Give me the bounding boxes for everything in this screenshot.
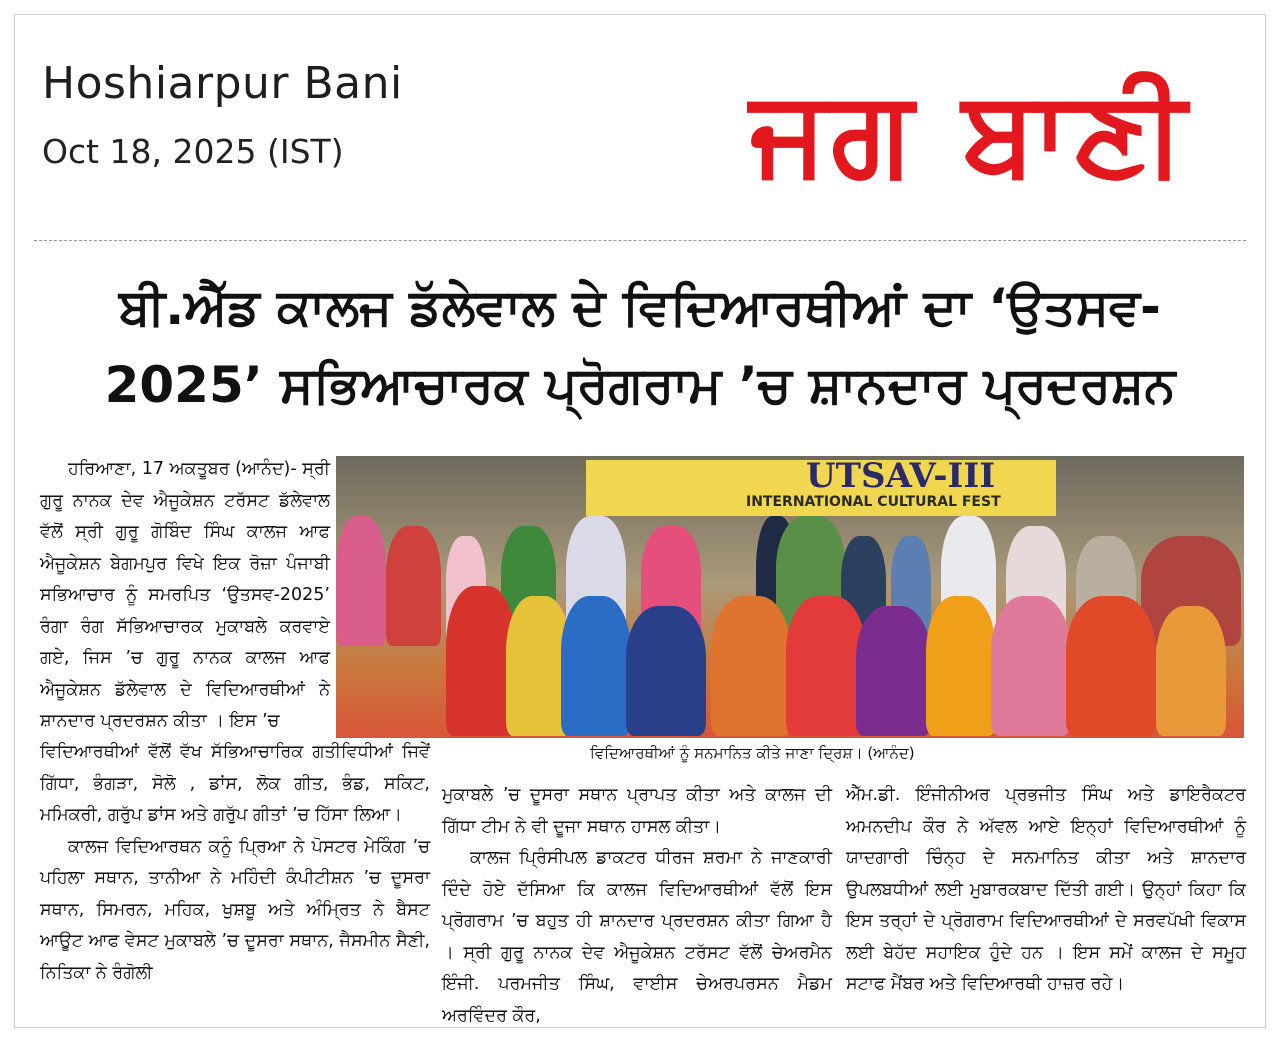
photo-banner-subtitle: INTERNATIONAL CULTURAL FEST — [746, 494, 1001, 510]
person-figure — [561, 596, 631, 736]
article-paragraph: ਐੱਮ.ਡੀ. ਇੰਜੀਨੀਅਰ ਪ੍ਰਭਜੀਤ ਸਿੰਘ ਅਤੇ ਡਾਇਰੈਕਟਰ ਅਮਨਦੀਪ ਕੌਰ ਨੇ ਅੱਵਲ ਆਏ ਇਨ੍ਹਾਂ ਵਿਦਿਆਰਥੀਆਂ ਨੂੰ ਯਾਦਗਾਰੀ ਚਿੰਨ੍ਹ ਦੇ ਸਨਮਾਨਿਤ ਕੀਤਾ ਅਤੇ ਸ਼ਾਨਦਾਰ ਉਪਲਬਧੀਆਂ ਲਈ ਮੁਬਾਰਕਬਾਦ ਦਿੱਤੀ ਗਈ। ਉਨ੍ਹਾਂ ਕਿਹਾ ਕਿ ਇਸ ਤਰ੍ਹਾਂ ਦੇ ਪ੍ਰੋਗਰਾਮ ਵਿਦਿਆਰਥੀਆਂ ਦੇ ਸਰਵਪੱਖੀ ਵਿਕਾਸ ਲਈ ਬੇਹੱਦ ਸਹਾਇਕ ਹੁੰਦੇ ਹਨ । ਇਸ ਸਮੇਂ ਕਾਲਜ ਦੇ ਸਮੂਹ ਸਟਾਫ ਮੈਂਬਰ ਅਤੇ ਵਿਦਿਆਰਥੀ ਹਾਜ਼ਰ ਰਹੇ। — [846, 785, 1246, 994]
publication-name: Hoshiarpur Bani — [42, 58, 403, 109]
photo-caption: ਵਿਦਿਆਰਥੀਆਂ ਨੂੰ ਸਨਮਾਨਿਤ ਕੀਤੇ ਜਾਣਾ ਦ੍ਰਿਸ਼। (ਆਨੰਦ) — [590, 744, 915, 762]
person-figure — [1156, 606, 1226, 736]
person-figure — [1066, 596, 1156, 736]
article-photo — [336, 456, 1244, 738]
seated-group — [336, 576, 1244, 738]
newspaper-masthead: ਜਗ ਬਾਣੀ — [750, 63, 1190, 201]
article-column-2 — [442, 780, 832, 1032]
article-paragraph: ਮੁਕਾਬਲੇ ’ਚ ਦੂਸਰਾ ਸਥਾਨ ਪ੍ਰਾਪਤ ਕੀਤਾ ਅਤੇ ਕਾਲਜ ਦੀ ਗਿੱਧਾ ਟੀਮ ਨੇ ਵੀ ਦੂਜਾ ਸਥਾਨ ਹਾਸਲ ਕੀਤਾ। — [442, 785, 832, 837]
top-divider — [34, 240, 1246, 249]
person-figure — [926, 596, 996, 736]
person-figure — [626, 606, 706, 736]
headline-line-1: ਬੀ.ਐੱਡ ਕਾਲਜ ਡੱਲੇਵਾਲ ਦੇ ਵਿਦਿਆਰਥੀਆਂ ਦਾ ‘ਉਤਸਵ- — [119, 278, 1161, 336]
headline-line-2: 2025’ ਸਭਿਆਚਾਰਕ ਪ੍ਰੋਗਰਾਮ ’ਚ ਸ਼ਾਨਦਾਰ ਪ੍ਰਦਰਸ਼ਨ — [104, 356, 1176, 414]
article-column-1-wide — [40, 737, 430, 989]
article-headline — [30, 268, 1250, 424]
article-paragraph: ਕਾਲਜ ਵਿਦਿਆਰਥਨ ਕਨੂੰ ਪ੍ਰਿਆ ਨੇ ਪੋਸਟਰ ਮੇਕਿੰਗ ’ਚ ਪਹਿਲਾ ਸਥਾਨ, ਤਾਨੀਆ ਨੇ ਮਹਿੰਦੀ ਕੰਪੀਟੀਸ਼ਨ ’ਚ ਦੂਸਰਾ ਸਥਾਨ, ਸਿਮਰਨ, ਮਹਿਕ, ਖੁਸ਼ਬੂ ਅਤੇ ਅੰਮ੍ਰਿਤ ਨੇ ਬੈਸਟ ਆਊਟ ਆਫ ਵੇਸਟ ਮੁਕਾਬਲੇ ’ਚ ਦੂਸਰਾ ਸਥਾਨ, ਜੈਸਮੀਨ ਸੈਣੀ, ਨਿਤਿਕਾ ਨੇ ਰੰਗੋਲੀ — [40, 836, 430, 983]
person-figure — [786, 596, 866, 736]
article-column-1-narrow — [40, 454, 330, 738]
person-figure — [711, 596, 791, 736]
photo-banner-title: UTSAV-III — [806, 456, 996, 496]
article-paragraph: ਕਾਲਜ ਪ੍ਰਿੰਸੀਪਲ ਡਾਕਟਰ ਧੀਰਜ ਸ਼ਰਮਾ ਨੇ ਜਾਣਕਾਰੀ ਦਿੰਦੇ ਹੋਏ ਦੱਸਿਆ ਕਿ ਕਾਲਜ ਵਿਦਿਆਰਥੀਆਂ ਵੱਲੋਂ ਇਸ ਪ੍ਰੋਗਰਾਮ ’ਚ ਬਹੁਤ ਹੀ ਸ਼ਾਨਦਾਰ ਪ੍ਰਦਰਸ਼ਨ ਕੀਤਾ ਗਿਆ ਹੈ । ਸ੍ਰੀ ਗੁਰੂ ਨਾਨਕ ਦੇਵ ਐਜੂਕੇਸ਼ਨ ਟਰੱਸਟ ਵੱਲੋਂ ਚੇਅਰਮੈਨ ਇੰਜੀ. ਪਰਮਜੀਤ ਸਿੰਘ, ਵਾਈਸ ਚੇਅਰਪਰਸਨ ਮੈਡਮ ਅਰਵਿੰਦਰ ਕੌਰ, — [442, 848, 832, 1026]
person-figure — [856, 606, 931, 736]
article-column-3 — [846, 780, 1246, 1001]
article-paragraph: ਵਿਦਿਆਰਥੀਆਂ ਵੱਲੋਂ ਵੱਖ ਸੱਭਿਆਚਾਰਿਕ ਗਤੀਵਿਧੀਆਂ ਜਿਵੇਂ ਗਿੱਧਾ, ਭੰਗੜਾ, ਸੋਲੋ , ਡਾਂਸ, ਲੋਕ ਗੀਤ, ਭੰਡ, ਸਕਿਟ, ਮਮਿਕਰੀ, ਗਰੁੱਪ ਡਾਂਸ ਅਤੇ ਗਰੁੱਪ ਗੀਤਾਂ ’ਚ ਹਿੱਸਾ ਲਿਆ। — [40, 742, 430, 825]
publication-date: Oct 18, 2025 (IST) — [42, 132, 344, 171]
person-figure — [991, 596, 1071, 736]
article-paragraph: ਹਰਿਆਣਾ, 17 ਅਕਤੂਬਰ (ਆਨੰਦ)- ਸ੍ਰੀ ਗੁਰੂ ਨਾਨਕ ਦੇਵ ਐਜੂਕੇਸ਼ਨ ਟਰੱਸਟ ਡੱਲੇਵਾਲ ਵੱਲੋਂ ਸ੍ਰੀ ਗੁਰੂ ਗੋਬਿੰਦ ਸਿੰਘ ਕਾਲਜ ਆਫ ਐਜੂਕੇਸ਼ਨ ਬੇਗਮਪੁਰ ਵਿਖੇ ਇਕ ਰੋਜ਼ਾ ਪੰਜਾਬੀ ਸਭਿਆਚਾਰ ਨੂੰ ਸਮਰਪਿਤ ‘ਉਤਸਵ-2025’ ਰੰਗਾ ਰੰਗ ਸੱਭਿਆਚਾਰਕ ਮੁਕਾਬਲੇ ਕਰਵਾਏ ਗਏ, ਜਿਸ ’ਚ ਗੁਰੂ ਨਾਨਕ ਕਾਲਜ ਆਫ ਐਜੂਕੇਸ਼ਨ ਡੱਲੇਵਾਲ ਦੇ ਵਿਦਿਆਰਥੀਆਂ ਨੇ ਸ਼ਾਨਦਾਰ ਪ੍ਰਦਰਸ਼ਨ ਕੀਤਾ । ਇਸ ’ਚ — [40, 459, 331, 731]
